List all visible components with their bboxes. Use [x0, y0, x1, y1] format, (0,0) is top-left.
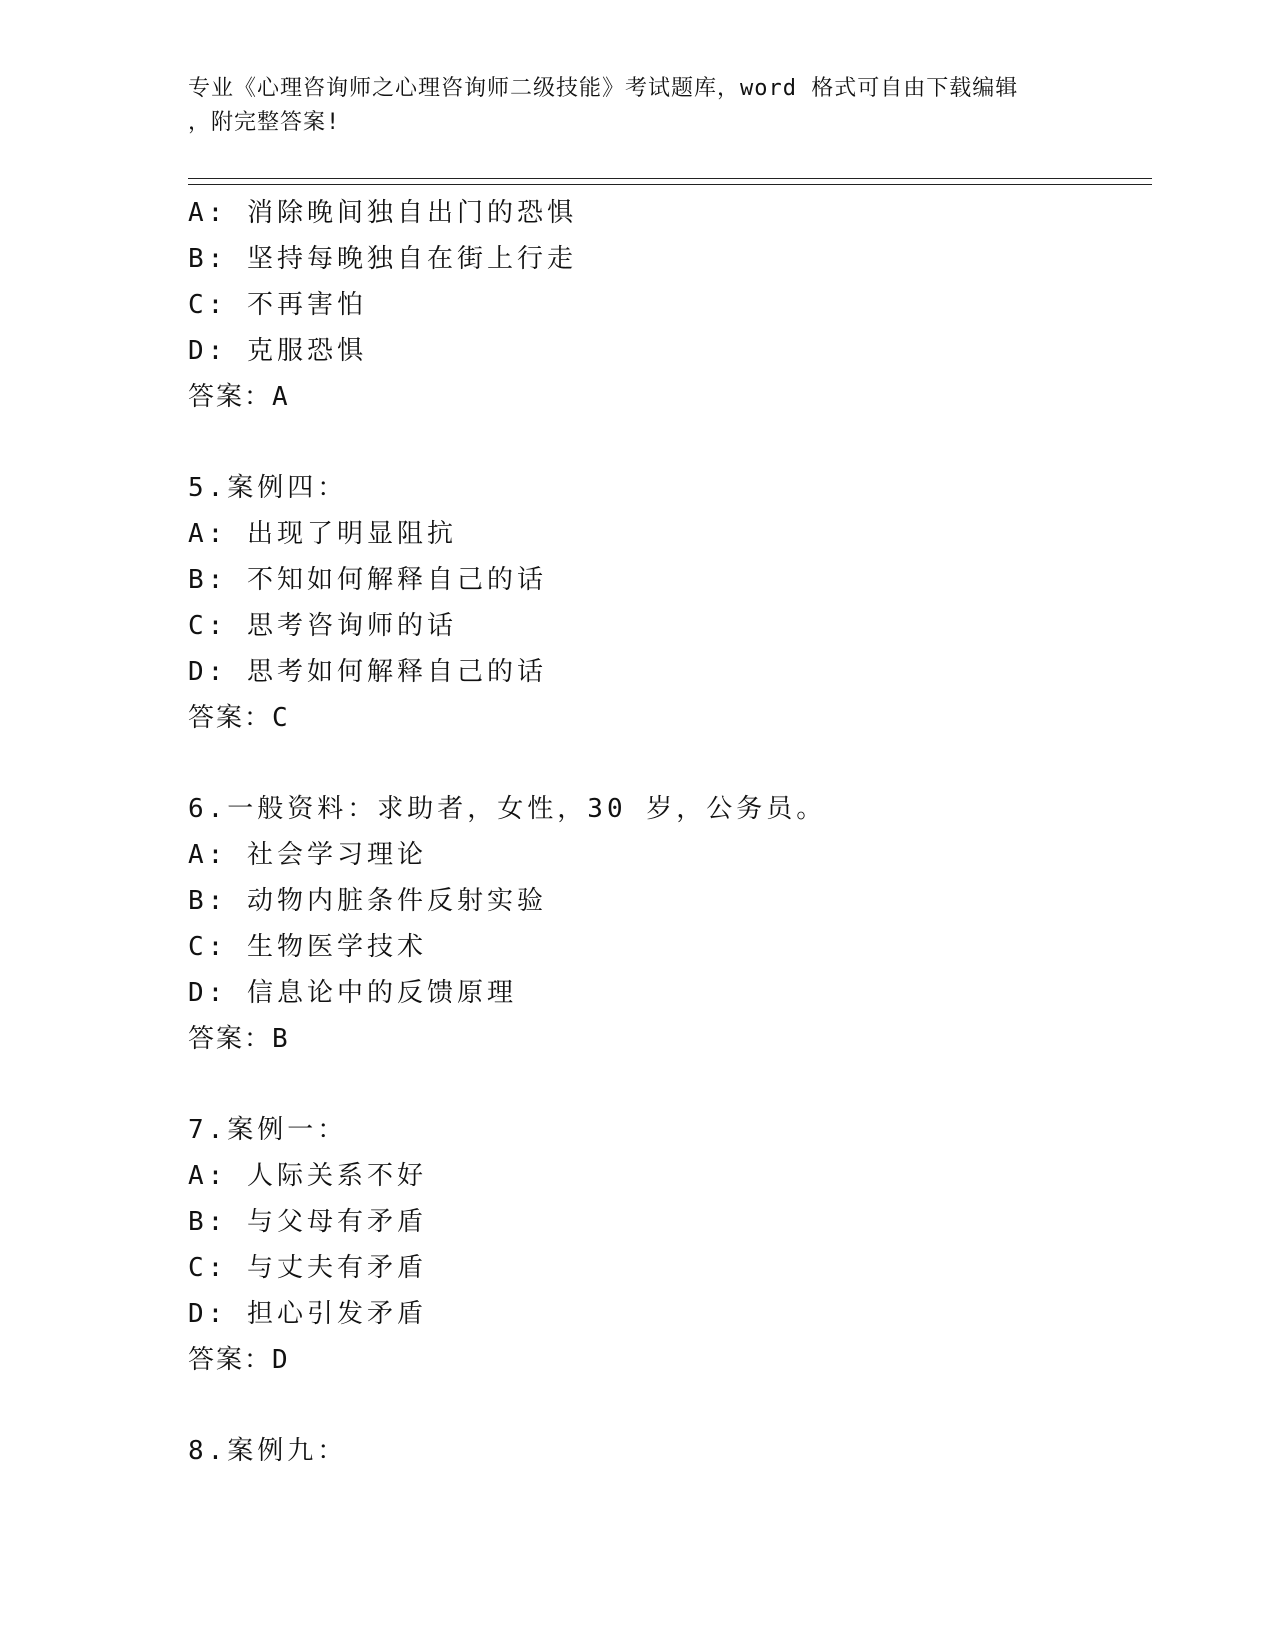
document-header [188, 72, 1088, 140]
option-b: B: 与父母有矛盾 [188, 1207, 427, 1237]
question-block [188, 1107, 1148, 1383]
header-line-2: ，附完整答案! [188, 110, 341, 135]
option-c: C: 不再害怕 [188, 290, 367, 320]
question-block [188, 465, 1148, 741]
answer-text: 答案：D [188, 1345, 290, 1375]
option-d: D: 思考如何解释自己的话 [188, 657, 547, 687]
question-block [188, 190, 1148, 420]
option-a: A: 消除晚间独自出门的恐惧 [188, 198, 577, 228]
header-line-1: 专业《心理咨询师之心理咨询师二级技能》考试题库，word 格式可自由下载编辑 [188, 76, 1019, 101]
option-d: D: 信息论中的反馈原理 [188, 978, 517, 1008]
question-block [188, 1428, 1148, 1474]
answer-text: 答案：A [188, 382, 290, 412]
option-c: C: 与丈夫有矛盾 [188, 1253, 427, 1283]
option-d: D: 克服恐惧 [188, 336, 367, 366]
header-divider [188, 178, 1152, 185]
option-b: B: 坚持每晚独自在街上行走 [188, 244, 577, 274]
question-title: 7.案例一： [188, 1115, 348, 1145]
option-a: A: 出现了明显阻抗 [188, 519, 457, 549]
option-a: A: 社会学习理论 [188, 840, 427, 870]
question-title: 5.案例四： [188, 473, 348, 503]
question-block [188, 786, 1148, 1062]
option-c: C: 生物医学技术 [188, 932, 427, 962]
question-title: 6.一般资料：求助者，女性，30 岁，公务员。 [188, 794, 827, 824]
option-b: B: 不知如何解释自己的话 [188, 565, 547, 595]
answer-text: 答案：B [188, 1024, 290, 1054]
question-list [188, 190, 1148, 1474]
answer-text: 答案：C [188, 703, 290, 733]
option-c: C: 思考咨询师的话 [188, 611, 457, 641]
option-b: B: 动物内脏条件反射实验 [188, 886, 547, 916]
option-d: D: 担心引发矛盾 [188, 1299, 427, 1329]
option-a: A: 人际关系不好 [188, 1161, 427, 1191]
question-title: 8.案例九： [188, 1436, 348, 1466]
